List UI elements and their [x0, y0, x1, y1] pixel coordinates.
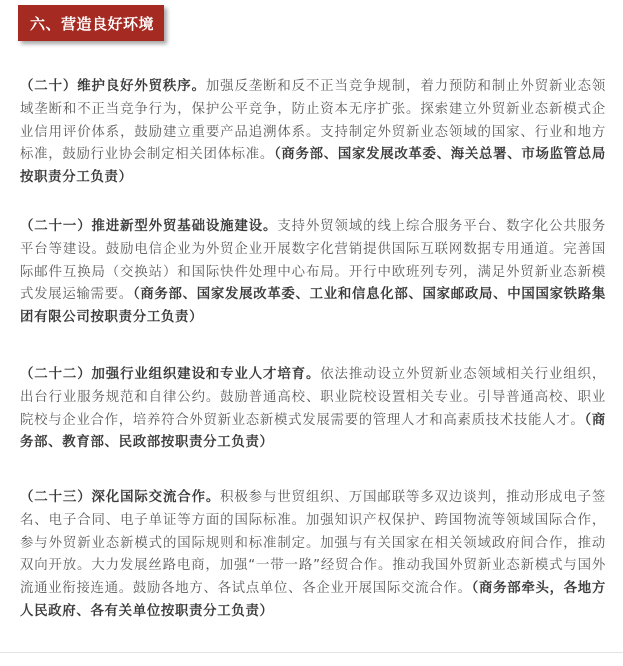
section-title: 六、营造良好环境	[30, 15, 155, 33]
section-heading-banner	[18, 5, 164, 41]
paragraph-heading: （二十）维护良好外贸秩序。	[20, 79, 206, 94]
responsible-departments: （商务部、国家发展改革委、海关总署、市场监管总局按职责分工负责）	[20, 147, 606, 186]
paragraph-body: 积极参与世贸组织、万国邮联等多双边谈判，推动形成电子签名、电子合同、电子单证等方面的国际标准。加强知识产权保护、跨国物流等领域国际合作，参与外贸新业态新模式的国际规则和标准制定。加强与有关国家在相关领域政府间合作，推动双向开放。大力发展丝路电商，加强“一带一路”经贸合作。推动我国外贸新业态新模式与国外流通业衔接连通。鼓励各地方、各试点单位、各企业开展国际交流合作。	[20, 490, 606, 597]
responsible-departments: （商务部牵头，各地方人民政府、各有关单位按职责分工负责）	[20, 581, 606, 619]
bottom-divider	[0, 652, 623, 653]
responsible-departments: （商务部、教育部、民政部按职责分工负责）	[20, 412, 607, 451]
paragraph-22	[20, 364, 606, 455]
paragraph-23	[20, 487, 606, 624]
paragraph-body: 依法推动设立外贸新业态领域相关行业组织，出台行业服务规范和自律公约。鼓励普通高校、职业院校设置相关专业。引导普通高校、职业院校与企业合作，培养符合外贸新业态新模式发展需要的管理人才和高素质技术技能人才。	[20, 367, 606, 428]
paragraph-body: 加强反垄断和反不正当竞争规制，着力预防和制止外贸新业态领域垄断和不正当竞争行为，保护公平竞争，防止资本无序扩张。探索建立外贸新业态新模式企业信用评价体系，鼓励建立重要产品追溯体系。支持制定外贸新业态领域的国家、行业和地方标准，鼓励行业协会制定相关团体标准。	[20, 79, 606, 163]
responsible-departments: （商务部、国家发展改革委、工业和信息化部、国家邮政局、中国国家铁路集团有限公司按职责分工负责）	[20, 287, 606, 326]
paragraph-heading: （二十三）深化国际交流合作。	[20, 490, 221, 505]
paragraph-21	[20, 216, 606, 330]
paragraph-body: 支持外贸领域的线上综合服务平台、数字化公共服务平台等建设。鼓励电信企业为外贸企业开展数字化营销提供国际互联网数据专用通道。完善国际邮件互换局（交换站）和国际快件处理中心布局。开行中欧班列专列，满足外贸新业态新模式发展运输需要。	[20, 219, 606, 303]
paragraph-heading: （二十二）加强行业组织建设和专业人才培育。	[20, 367, 321, 382]
paragraph-heading: （二十一）推进新型外贸基础设施建设。	[20, 219, 278, 234]
paragraph-20	[20, 76, 606, 190]
